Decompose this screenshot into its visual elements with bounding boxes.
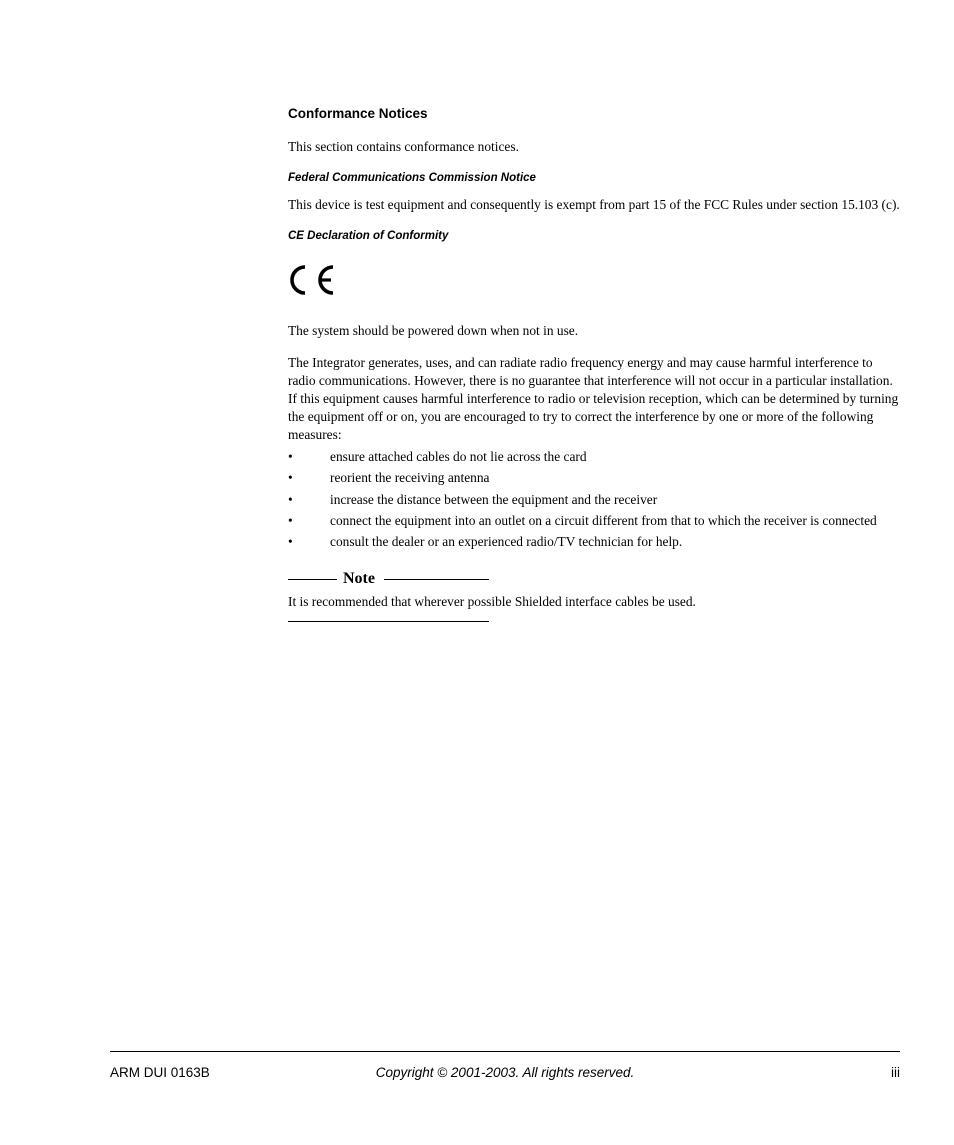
note-header: [288, 568, 489, 590]
measure-text: ensure attached cables do not lie across the card: [330, 449, 587, 464]
bullet: •: [288, 470, 293, 486]
footer-copyright: Copyright © 2001-2003. All rights reserved.: [375, 1065, 635, 1080]
page-footer: [110, 1065, 900, 1085]
footer-rule: [110, 1051, 900, 1052]
measure-text: connect the equipment into an outlet on a circuit different from that to which the receiver is connected: [330, 512, 877, 528]
bullet: •: [288, 491, 293, 507]
bullet: •: [288, 534, 293, 550]
bullet: •: [288, 449, 293, 464]
measure-text: reorient the receiving antenna: [330, 470, 490, 486]
note-title: Note: [343, 570, 375, 588]
measures-list: [288, 448, 902, 551]
note-text: It is recommended that wherever possible Shielded interface cables be used.: [288, 594, 696, 610]
list-item: [288, 491, 902, 509]
footer-doc-id: ARM DUI 0163B: [110, 1065, 210, 1080]
measure-text: consult the dealer or an experienced radio/TV technician for help.: [330, 534, 683, 550]
list-item: [288, 448, 902, 466]
page-content: [288, 104, 902, 622]
note-bottom-rule: [288, 621, 489, 622]
fcc-notice-text: This device is test equipment and consequently is exempt from part 15 of the FCC Rules under section 15.103 (c).: [288, 197, 900, 212]
ce-declaration-heading: CE Declaration of Conformity: [288, 230, 449, 242]
fcc-notice-heading: Federal Communications Commission Notice: [288, 172, 536, 184]
bullet: •: [288, 512, 293, 528]
list-item: [288, 533, 902, 551]
list-item: [288, 469, 902, 487]
measure-text: increase the distance between the equipment and the receiver: [330, 491, 658, 507]
note-rule-right: [384, 579, 489, 580]
footer-page-number: iii: [891, 1065, 900, 1080]
section-intro: This section contains conformance notices.: [288, 139, 519, 154]
list-item: [288, 512, 902, 530]
section-title: Conformance Notices: [288, 106, 428, 121]
interference-text: The Integrator generates, uses, and can radiate radio frequency energy and may cause harmful interference to radio communications. However, there is no guarantee that interference will not occur in a particular installation. If this equipment causes harmful interference to radio or television reception, which can be determined by turning the equipment off or on, you are encouraged to try to correct the interference by one or more of the following measures:: [288, 355, 899, 442]
power-down-text: The system should be powered down when not in use.: [288, 323, 579, 338]
note-rule-left: [288, 579, 337, 580]
ce-mark-icon: [288, 260, 902, 300]
